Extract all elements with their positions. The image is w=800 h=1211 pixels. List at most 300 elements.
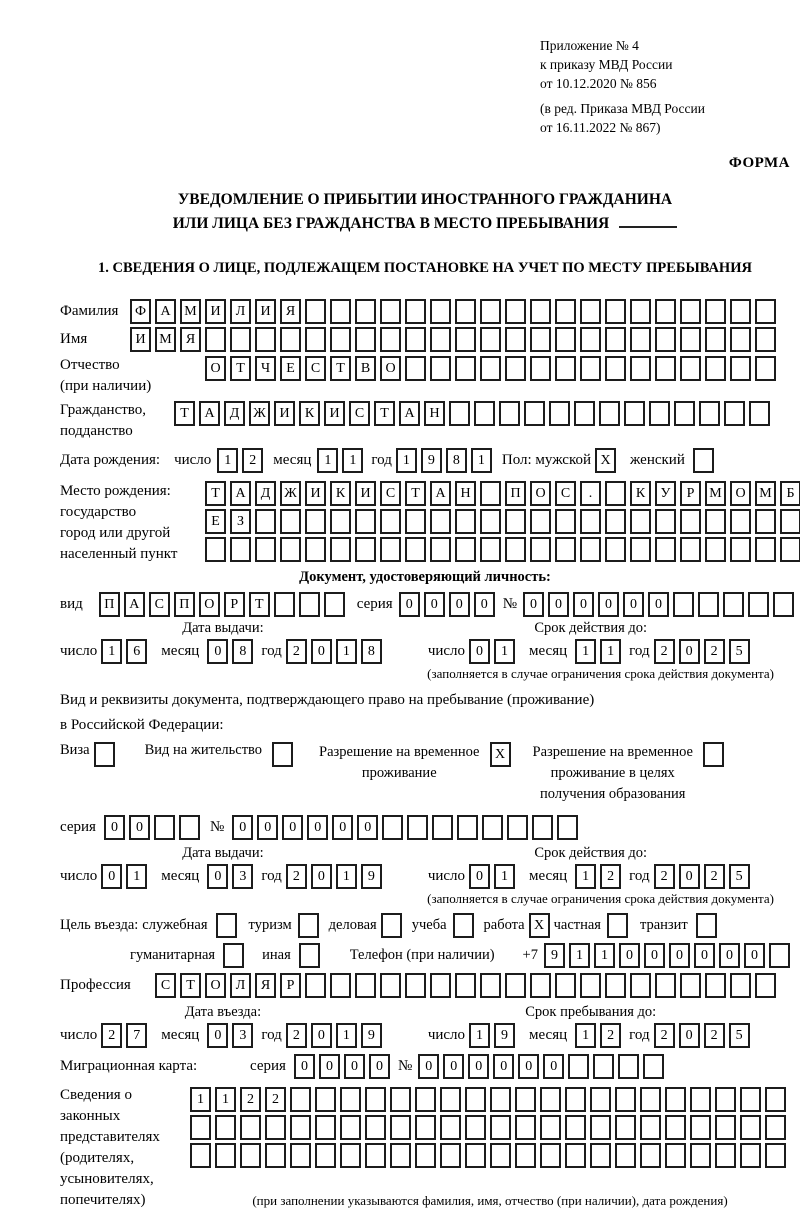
char-cell[interactable]: 1: [126, 864, 147, 889]
char-cell[interactable]: [690, 1115, 711, 1140]
char-cell[interactable]: П: [174, 592, 195, 617]
char-cell[interactable]: [755, 537, 776, 562]
char-cell[interactable]: 2: [286, 1023, 307, 1048]
char-cell[interactable]: [724, 401, 745, 426]
char-cell[interactable]: 1: [317, 448, 338, 473]
char-cell[interactable]: [430, 356, 451, 381]
char-cell[interactable]: [299, 943, 320, 968]
char-cell[interactable]: И: [274, 401, 295, 426]
char-cell[interactable]: [630, 509, 651, 534]
char-cell[interactable]: Т: [405, 481, 426, 506]
char-cell[interactable]: 0: [311, 1023, 332, 1048]
char-cell[interactable]: [482, 815, 503, 840]
char-cell[interactable]: 0: [357, 815, 378, 840]
char-cell[interactable]: И: [205, 299, 226, 324]
char-cell[interactable]: [705, 356, 726, 381]
char-cell[interactable]: [555, 973, 576, 998]
char-cell[interactable]: П: [505, 481, 526, 506]
char-cell[interactable]: 2: [654, 864, 675, 889]
char-cell[interactable]: Н: [455, 481, 476, 506]
char-cell[interactable]: [274, 592, 295, 617]
char-cell[interactable]: [465, 1143, 486, 1168]
char-cell[interactable]: [480, 481, 501, 506]
char-cell[interactable]: [324, 592, 345, 617]
char-cell[interactable]: 0: [679, 639, 700, 664]
char-cell[interactable]: 2: [654, 639, 675, 664]
char-cell[interactable]: [190, 1143, 211, 1168]
char-cell[interactable]: [515, 1115, 536, 1140]
char-cell[interactable]: [655, 299, 676, 324]
char-cell[interactable]: [530, 973, 551, 998]
char-cell[interactable]: [280, 327, 301, 352]
char-cell[interactable]: С: [555, 481, 576, 506]
char-cell[interactable]: Е: [205, 509, 226, 534]
char-cell[interactable]: О: [530, 481, 551, 506]
char-cell[interactable]: [673, 592, 694, 617]
char-cell[interactable]: [255, 509, 276, 534]
char-cell[interactable]: [590, 1115, 611, 1140]
char-cell[interactable]: [605, 973, 626, 998]
char-cell[interactable]: Т: [374, 401, 395, 426]
char-cell[interactable]: Т: [230, 356, 251, 381]
char-cell[interactable]: 0: [344, 1054, 365, 1079]
char-cell[interactable]: [240, 1115, 261, 1140]
char-cell[interactable]: А: [199, 401, 220, 426]
char-cell[interactable]: [430, 299, 451, 324]
char-cell[interactable]: А: [399, 401, 420, 426]
char-cell[interactable]: О: [730, 481, 751, 506]
char-cell[interactable]: 0: [207, 1023, 228, 1048]
char-cell[interactable]: Д: [255, 481, 276, 506]
char-cell[interactable]: [315, 1143, 336, 1168]
char-cell[interactable]: [305, 537, 326, 562]
char-cell[interactable]: 0: [679, 864, 700, 889]
char-cell[interactable]: [315, 1115, 336, 1140]
char-cell[interactable]: И: [305, 481, 326, 506]
char-cell[interactable]: [649, 401, 670, 426]
char-cell[interactable]: [740, 1087, 761, 1112]
char-cell[interactable]: [640, 1087, 661, 1112]
char-cell[interactable]: А: [124, 592, 145, 617]
char-cell[interactable]: 2: [704, 1023, 725, 1048]
char-cell[interactable]: 0: [469, 864, 490, 889]
char-cell[interactable]: [755, 973, 776, 998]
char-cell[interactable]: 1: [342, 448, 363, 473]
char-cell[interactable]: А: [430, 481, 451, 506]
char-cell[interactable]: 0: [469, 639, 490, 664]
char-cell[interactable]: К: [330, 481, 351, 506]
char-cell[interactable]: О: [205, 973, 226, 998]
char-cell[interactable]: Р: [280, 973, 301, 998]
char-cell[interactable]: М: [155, 327, 176, 352]
char-cell[interactable]: [507, 815, 528, 840]
char-cell[interactable]: [557, 815, 578, 840]
char-cell[interactable]: 1: [396, 448, 417, 473]
char-cell[interactable]: [205, 537, 226, 562]
char-cell[interactable]: [355, 299, 376, 324]
char-cell[interactable]: [430, 537, 451, 562]
char-cell[interactable]: 1: [336, 1023, 357, 1048]
char-cell[interactable]: [565, 1115, 586, 1140]
char-cell[interactable]: 0: [648, 592, 669, 617]
char-cell[interactable]: [715, 1143, 736, 1168]
char-cell[interactable]: Ф: [130, 299, 151, 324]
char-cell[interactable]: [624, 401, 645, 426]
char-cell[interactable]: К: [299, 401, 320, 426]
char-cell[interactable]: [730, 327, 751, 352]
char-cell[interactable]: [340, 1115, 361, 1140]
char-cell[interactable]: 2: [600, 1023, 621, 1048]
char-cell[interactable]: 1: [494, 864, 515, 889]
char-cell[interactable]: 0: [319, 1054, 340, 1079]
char-cell[interactable]: О: [205, 356, 226, 381]
char-cell[interactable]: 0: [548, 592, 569, 617]
char-cell[interactable]: Л: [230, 299, 251, 324]
char-cell[interactable]: 2: [265, 1087, 286, 1112]
char-cell[interactable]: 0: [598, 592, 619, 617]
char-cell[interactable]: И: [130, 327, 151, 352]
char-cell[interactable]: [255, 537, 276, 562]
char-cell[interactable]: Р: [680, 481, 701, 506]
char-cell[interactable]: С: [155, 973, 176, 998]
char-cell[interactable]: [580, 509, 601, 534]
char-cell[interactable]: 2: [240, 1087, 261, 1112]
char-cell[interactable]: [530, 537, 551, 562]
char-cell[interactable]: [665, 1115, 686, 1140]
char-cell[interactable]: [765, 1143, 786, 1168]
char-cell[interactable]: 0: [694, 943, 715, 968]
char-cell[interactable]: [680, 299, 701, 324]
char-cell[interactable]: 0: [257, 815, 278, 840]
char-cell[interactable]: [530, 356, 551, 381]
char-cell[interactable]: [680, 537, 701, 562]
char-cell[interactable]: 9: [421, 448, 442, 473]
char-cell[interactable]: [580, 356, 601, 381]
char-cell[interactable]: 0: [332, 815, 353, 840]
char-cell[interactable]: 8: [446, 448, 467, 473]
char-cell[interactable]: [265, 1143, 286, 1168]
char-cell[interactable]: [215, 1143, 236, 1168]
char-cell[interactable]: 0: [307, 815, 328, 840]
char-cell[interactable]: [705, 973, 726, 998]
char-cell[interactable]: 5: [729, 864, 750, 889]
char-cell[interactable]: [665, 1143, 686, 1168]
char-cell[interactable]: [405, 537, 426, 562]
char-cell[interactable]: [290, 1143, 311, 1168]
char-cell[interactable]: [574, 401, 595, 426]
char-cell[interactable]: Ж: [249, 401, 270, 426]
char-cell[interactable]: [305, 299, 326, 324]
char-cell[interactable]: [380, 509, 401, 534]
char-cell[interactable]: [449, 401, 470, 426]
char-cell[interactable]: [490, 1087, 511, 1112]
char-cell[interactable]: [280, 537, 301, 562]
char-cell[interactable]: 1: [594, 943, 615, 968]
char-cell[interactable]: [580, 973, 601, 998]
char-cell[interactable]: [480, 973, 501, 998]
char-cell[interactable]: [580, 299, 601, 324]
char-cell[interactable]: [455, 509, 476, 534]
char-cell[interactable]: О: [199, 592, 220, 617]
char-cell[interactable]: [530, 509, 551, 534]
char-cell[interactable]: [696, 913, 717, 938]
char-cell[interactable]: [405, 973, 426, 998]
char-cell[interactable]: Н: [424, 401, 445, 426]
char-cell[interactable]: [365, 1115, 386, 1140]
char-cell[interactable]: [179, 815, 200, 840]
char-cell[interactable]: [480, 356, 501, 381]
char-cell[interactable]: [615, 1115, 636, 1140]
char-cell[interactable]: [505, 537, 526, 562]
char-cell[interactable]: 0: [369, 1054, 390, 1079]
char-cell[interactable]: [290, 1087, 311, 1112]
char-cell[interactable]: 1: [101, 639, 122, 664]
char-cell[interactable]: [355, 509, 376, 534]
char-cell[interactable]: 2: [654, 1023, 675, 1048]
char-cell[interactable]: [515, 1087, 536, 1112]
char-cell[interactable]: [265, 1115, 286, 1140]
char-cell[interactable]: [515, 1143, 536, 1168]
char-cell[interactable]: В: [355, 356, 376, 381]
char-cell[interactable]: [730, 973, 751, 998]
char-cell[interactable]: [380, 973, 401, 998]
char-cell[interactable]: Б: [780, 481, 800, 506]
char-cell[interactable]: З: [230, 509, 251, 534]
char-cell[interactable]: [340, 1087, 361, 1112]
char-cell[interactable]: [715, 1115, 736, 1140]
char-cell[interactable]: [505, 509, 526, 534]
char-cell[interactable]: [699, 401, 720, 426]
char-cell[interactable]: [272, 742, 293, 767]
char-cell[interactable]: [330, 327, 351, 352]
char-cell[interactable]: [540, 1143, 561, 1168]
char-cell[interactable]: [430, 327, 451, 352]
char-cell[interactable]: [505, 299, 526, 324]
char-cell[interactable]: 0: [232, 815, 253, 840]
char-cell[interactable]: [740, 1143, 761, 1168]
char-cell[interactable]: [440, 1143, 461, 1168]
char-cell[interactable]: [555, 299, 576, 324]
char-cell[interactable]: К: [630, 481, 651, 506]
char-cell[interactable]: [630, 973, 651, 998]
char-cell[interactable]: [455, 327, 476, 352]
char-cell[interactable]: 0: [744, 943, 765, 968]
char-cell[interactable]: [405, 509, 426, 534]
char-cell[interactable]: [723, 592, 744, 617]
char-cell[interactable]: [305, 327, 326, 352]
char-cell[interactable]: [480, 299, 501, 324]
char-cell[interactable]: 2: [101, 1023, 122, 1048]
char-cell[interactable]: 1: [217, 448, 238, 473]
char-cell[interactable]: Л: [230, 973, 251, 998]
char-cell[interactable]: [530, 299, 551, 324]
char-cell[interactable]: [640, 1115, 661, 1140]
char-cell[interactable]: 0: [623, 592, 644, 617]
char-cell[interactable]: С: [349, 401, 370, 426]
char-cell[interactable]: [590, 1087, 611, 1112]
char-cell[interactable]: 3: [232, 1023, 253, 1048]
char-cell[interactable]: 8: [232, 639, 253, 664]
char-cell[interactable]: [605, 327, 626, 352]
char-cell[interactable]: [773, 592, 794, 617]
char-cell[interactable]: [298, 913, 319, 938]
char-cell[interactable]: [540, 1087, 561, 1112]
char-cell[interactable]: [455, 973, 476, 998]
char-cell[interactable]: [665, 1087, 686, 1112]
char-cell[interactable]: [330, 299, 351, 324]
char-cell[interactable]: 2: [242, 448, 263, 473]
char-cell[interactable]: [390, 1143, 411, 1168]
char-cell[interactable]: [205, 327, 226, 352]
char-cell[interactable]: Т: [205, 481, 226, 506]
char-cell[interactable]: П: [99, 592, 120, 617]
char-cell[interactable]: 0: [644, 943, 665, 968]
char-cell[interactable]: [565, 1143, 586, 1168]
char-cell[interactable]: X: [529, 913, 550, 938]
char-cell[interactable]: 1: [336, 864, 357, 889]
char-cell[interactable]: Я: [280, 299, 301, 324]
char-cell[interactable]: [693, 448, 714, 473]
char-cell[interactable]: [154, 815, 175, 840]
char-cell[interactable]: [615, 1087, 636, 1112]
char-cell[interactable]: [355, 327, 376, 352]
char-cell[interactable]: 1: [469, 1023, 490, 1048]
char-cell[interactable]: 0: [443, 1054, 464, 1079]
char-cell[interactable]: 9: [361, 1023, 382, 1048]
char-cell[interactable]: 0: [399, 592, 420, 617]
char-cell[interactable]: [340, 1143, 361, 1168]
char-cell[interactable]: [530, 327, 551, 352]
char-cell[interactable]: [680, 973, 701, 998]
char-cell[interactable]: 1: [575, 864, 596, 889]
char-cell[interactable]: С: [149, 592, 170, 617]
char-cell[interactable]: 0: [679, 1023, 700, 1048]
char-cell[interactable]: [769, 943, 790, 968]
char-cell[interactable]: 0: [311, 639, 332, 664]
char-cell[interactable]: [605, 299, 626, 324]
char-cell[interactable]: [505, 973, 526, 998]
char-cell[interactable]: [330, 509, 351, 534]
char-cell[interactable]: М: [180, 299, 201, 324]
char-cell[interactable]: 9: [494, 1023, 515, 1048]
char-cell[interactable]: Ч: [255, 356, 276, 381]
char-cell[interactable]: [730, 299, 751, 324]
char-cell[interactable]: [630, 327, 651, 352]
char-cell[interactable]: [715, 1087, 736, 1112]
char-cell[interactable]: 1: [600, 639, 621, 664]
char-cell[interactable]: [755, 299, 776, 324]
char-cell[interactable]: [490, 1115, 511, 1140]
char-cell[interactable]: [705, 537, 726, 562]
char-cell[interactable]: [380, 537, 401, 562]
char-cell[interactable]: О: [380, 356, 401, 381]
char-cell[interactable]: [315, 1087, 336, 1112]
char-cell[interactable]: [407, 815, 428, 840]
char-cell[interactable]: [305, 973, 326, 998]
char-cell[interactable]: [380, 299, 401, 324]
char-cell[interactable]: [780, 509, 800, 534]
char-cell[interactable]: [748, 592, 769, 617]
char-cell[interactable]: 0: [543, 1054, 564, 1079]
char-cell[interactable]: [480, 327, 501, 352]
char-cell[interactable]: [655, 356, 676, 381]
char-cell[interactable]: 1: [494, 639, 515, 664]
char-cell[interactable]: [415, 1087, 436, 1112]
char-cell[interactable]: [555, 509, 576, 534]
char-cell[interactable]: [607, 913, 628, 938]
char-cell[interactable]: X: [595, 448, 616, 473]
char-cell[interactable]: [730, 509, 751, 534]
char-cell[interactable]: [240, 1143, 261, 1168]
char-cell[interactable]: 1: [471, 448, 492, 473]
char-cell[interactable]: [690, 1087, 711, 1112]
char-cell[interactable]: 1: [336, 639, 357, 664]
char-cell[interactable]: [680, 509, 701, 534]
char-cell[interactable]: .: [580, 481, 601, 506]
char-cell[interactable]: [655, 509, 676, 534]
char-cell[interactable]: [480, 509, 501, 534]
char-cell[interactable]: [505, 327, 526, 352]
char-cell[interactable]: Ж: [280, 481, 301, 506]
char-cell[interactable]: [615, 1143, 636, 1168]
char-cell[interactable]: [780, 537, 800, 562]
char-cell[interactable]: [568, 1054, 589, 1079]
char-cell[interactable]: [730, 356, 751, 381]
char-cell[interactable]: С: [305, 356, 326, 381]
char-cell[interactable]: [405, 356, 426, 381]
char-cell[interactable]: [765, 1115, 786, 1140]
char-cell[interactable]: [355, 537, 376, 562]
char-cell[interactable]: Я: [255, 973, 276, 998]
char-cell[interactable]: [593, 1054, 614, 1079]
char-cell[interactable]: [505, 356, 526, 381]
char-cell[interactable]: [455, 299, 476, 324]
char-cell[interactable]: [605, 481, 626, 506]
char-cell[interactable]: 1: [215, 1087, 236, 1112]
char-cell[interactable]: [549, 401, 570, 426]
char-cell[interactable]: [680, 327, 701, 352]
char-cell[interactable]: [440, 1115, 461, 1140]
char-cell[interactable]: 2: [286, 639, 307, 664]
char-cell[interactable]: [480, 537, 501, 562]
char-cell[interactable]: 1: [190, 1087, 211, 1112]
char-cell[interactable]: [605, 537, 626, 562]
char-cell[interactable]: 0: [523, 592, 544, 617]
char-cell[interactable]: 5: [729, 1023, 750, 1048]
char-cell[interactable]: [215, 1115, 236, 1140]
char-cell[interactable]: 1: [569, 943, 590, 968]
char-cell[interactable]: [655, 327, 676, 352]
char-cell[interactable]: [532, 815, 553, 840]
char-cell[interactable]: [618, 1054, 639, 1079]
char-cell[interactable]: 5: [729, 639, 750, 664]
char-cell[interactable]: [455, 356, 476, 381]
char-cell[interactable]: [599, 401, 620, 426]
char-cell[interactable]: [380, 327, 401, 352]
char-cell[interactable]: [705, 299, 726, 324]
char-cell[interactable]: [280, 509, 301, 534]
char-cell[interactable]: [630, 299, 651, 324]
char-cell[interactable]: И: [324, 401, 345, 426]
char-cell[interactable]: [455, 537, 476, 562]
char-cell[interactable]: [730, 537, 751, 562]
char-cell[interactable]: [524, 401, 545, 426]
char-cell[interactable]: Е: [280, 356, 301, 381]
char-cell[interactable]: 2: [704, 639, 725, 664]
char-cell[interactable]: [590, 1143, 611, 1168]
char-cell[interactable]: 1: [575, 639, 596, 664]
char-cell[interactable]: 0: [294, 1054, 315, 1079]
